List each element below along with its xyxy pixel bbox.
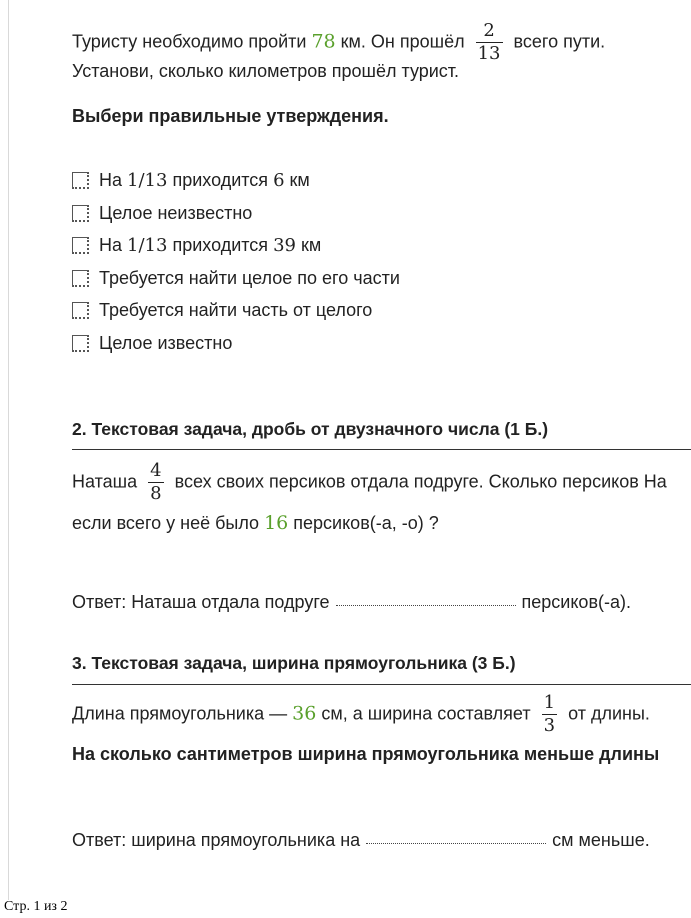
- task3-statement-line1: Длина прямоугольника — 36 см, а ширина составляет $\frac{1}{3}$ от длины.: [72, 692, 650, 736]
- option-3[interactable]: На 1/13 приходится 39 км: [72, 235, 321, 256]
- checkbox[interactable]: [72, 270, 89, 287]
- task2-statement-line2: если всего у неё было 16 персиков(-а, -о) ?: [72, 512, 439, 534]
- option-4[interactable]: Требуется найти целое по его части: [72, 268, 400, 289]
- task2-divider: [72, 449, 691, 450]
- task2-heading: 2. Текстовая задача, дробь от двузначного числа (1 Б.): [72, 419, 549, 439]
- task3-divider: [72, 684, 691, 685]
- option-2[interactable]: Целое неизвестно: [72, 203, 252, 224]
- checkbox[interactable]: [72, 237, 89, 254]
- checkbox[interactable]: [72, 335, 89, 352]
- task1-fraction: $\frac{2}{13}$: [477, 20, 501, 64]
- task3-question: На сколько сантиметров ширина прямоугольника меньше длины: [72, 744, 660, 764]
- task2-total: 16: [264, 512, 289, 534]
- task2-answer: Ответ: Наташа отдала подруге персиков(-а).: [72, 592, 631, 612]
- task1-instruction: Выбери правильные утверждения.: [72, 106, 389, 126]
- task3-length: 36: [292, 702, 317, 725]
- task2-statement-line1: Наташа $\frac{4}{8}$ всех своих персиков отдала подруге. Сколько персиков На: [72, 460, 667, 504]
- task3-answer-input[interactable]: [366, 843, 546, 844]
- task1-statement-line1: Туристу необходимо пройти 78 км. Он прошёл $\frac{2}{13}$ всего пути.: [72, 20, 606, 64]
- checkbox[interactable]: [72, 205, 89, 222]
- checkbox[interactable]: [72, 302, 89, 319]
- task3-fraction: $\frac{1}{3}$: [543, 692, 556, 736]
- option-1[interactable]: На 1/13 приходится 6 км: [72, 170, 310, 191]
- option-6[interactable]: Целое известно: [72, 333, 232, 354]
- worksheet-page: [8, 0, 691, 900]
- option-5[interactable]: Требуется найти часть от целого: [72, 300, 372, 321]
- task2-fraction: $\frac{4}{8}$: [150, 460, 162, 504]
- checkbox[interactable]: [72, 172, 89, 189]
- page-number: Стр. 1 из 2: [4, 899, 68, 914]
- task2-answer-input[interactable]: [336, 605, 516, 606]
- task3-heading: 3. Текстовая задача, ширина прямоугольника (3 Б.): [72, 653, 516, 673]
- task3-answer: Ответ: ширина прямоугольника на см меньше.: [72, 830, 650, 850]
- task1-distance: 78: [311, 30, 336, 53]
- task1-statement-line2: Установи, сколько километров прошёл турист.: [72, 61, 460, 81]
